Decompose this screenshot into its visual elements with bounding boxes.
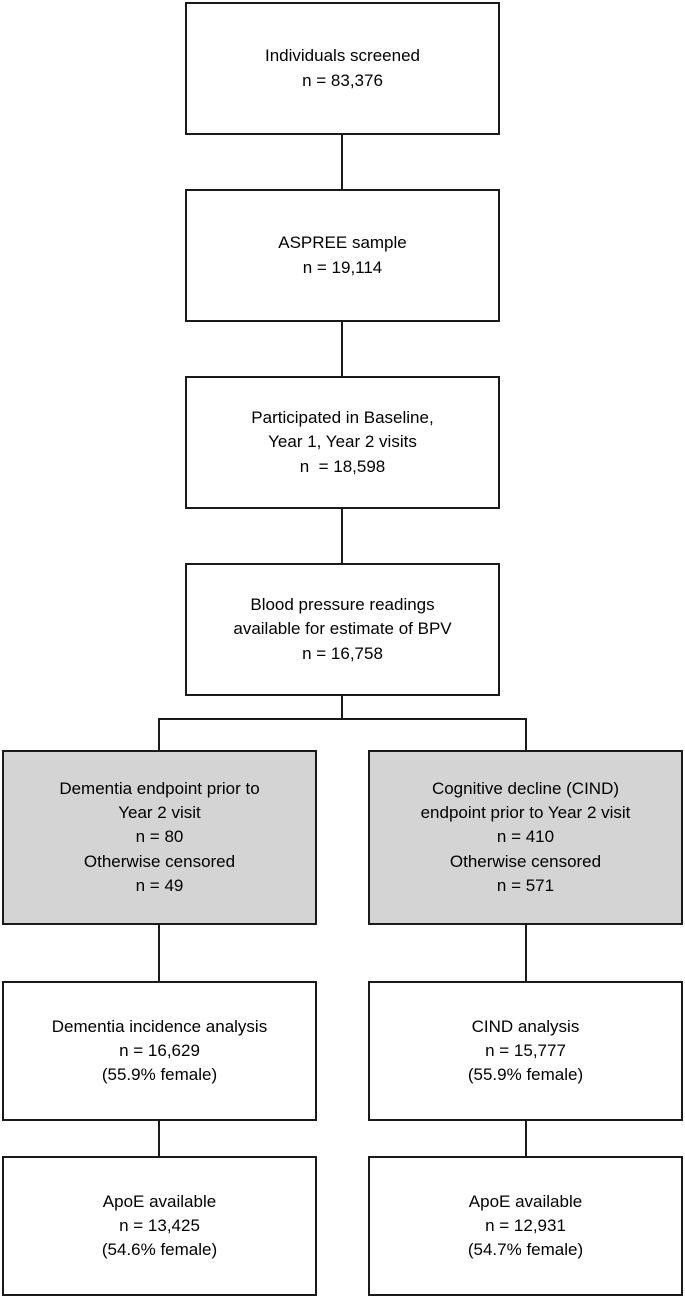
node-cind-analysis [368, 981, 683, 1121]
node-line: CIND analysis [471, 1016, 580, 1036]
node-aspree-sample [185, 189, 500, 322]
connector-split-to-dementia-endpoint [158, 718, 160, 750]
node-line: n = 16,758 [302, 643, 383, 663]
node-line: n = 12,931 [485, 1215, 566, 1235]
node-line: Dementia incidence analysis [51, 1016, 268, 1036]
node-line: Year 1, Year 2 visits [268, 432, 417, 452]
node-line: n = 19,114 [302, 257, 383, 277]
node-individuals-screened [185, 2, 500, 135]
node-line: Blood pressure readings [250, 595, 435, 615]
node-line: n = 80 [135, 827, 184, 847]
node-line: ApoE available [468, 1191, 583, 1211]
node-line: n = 49 [135, 875, 184, 895]
connector-cind-endpoint-to-analysis [525, 925, 527, 981]
node-line: Year 2 visit [118, 803, 201, 823]
connector-screened-to-aspree [341, 135, 343, 189]
node-line: ApoE available [102, 1191, 217, 1211]
node-participated-visits [185, 376, 500, 509]
connector-dementia-analysis-to-apoe [158, 1121, 160, 1156]
connector-split-to-cind-endpoint [525, 718, 527, 750]
node-apoe-available-cind [368, 1156, 683, 1296]
node-line: n = 13,425 [119, 1215, 200, 1235]
connector-visits-to-bp [341, 509, 343, 563]
node-line: Individuals screened [265, 46, 420, 66]
node-line: Otherwise censored [83, 851, 236, 871]
node-line: (54.7% female) [467, 1240, 584, 1260]
node-line: Participated in Baseline, [251, 408, 434, 428]
connector-bp-to-split [341, 696, 343, 720]
connector-split-horizontal [158, 718, 527, 720]
node-line: n = 410 [496, 827, 555, 847]
node-apoe-available-dementia [2, 1156, 317, 1296]
connector-dementia-endpoint-to-analysis [158, 925, 160, 981]
connector-aspree-to-visits [341, 322, 343, 376]
node-line: Otherwise censored [449, 851, 602, 871]
node-line: (55.9% female) [101, 1065, 218, 1085]
node-cind-endpoint [368, 750, 683, 925]
node-line: n = 18,598 [299, 456, 386, 476]
node-line: n = 16,629 [119, 1040, 200, 1060]
node-line: ASPREE sample [278, 233, 407, 253]
node-line: (54.6% female) [101, 1240, 218, 1260]
node-dementia-endpoint [2, 750, 317, 925]
connector-cind-analysis-to-apoe [525, 1121, 527, 1156]
node-line: n = 15,777 [485, 1040, 566, 1060]
node-line: n = 571 [496, 875, 555, 895]
node-line: (55.9% female) [467, 1065, 584, 1085]
node-line: endpoint prior to Year 2 visit [420, 803, 631, 823]
node-line: available for estimate of BPV [233, 619, 452, 639]
node-line: n = 83,376 [302, 70, 383, 90]
node-line: Dementia endpoint prior to [59, 779, 260, 799]
node-dementia-incidence-analysis [2, 981, 317, 1121]
node-blood-pressure-readings [185, 563, 500, 696]
node-line: Cognitive decline (CIND) [431, 779, 620, 799]
